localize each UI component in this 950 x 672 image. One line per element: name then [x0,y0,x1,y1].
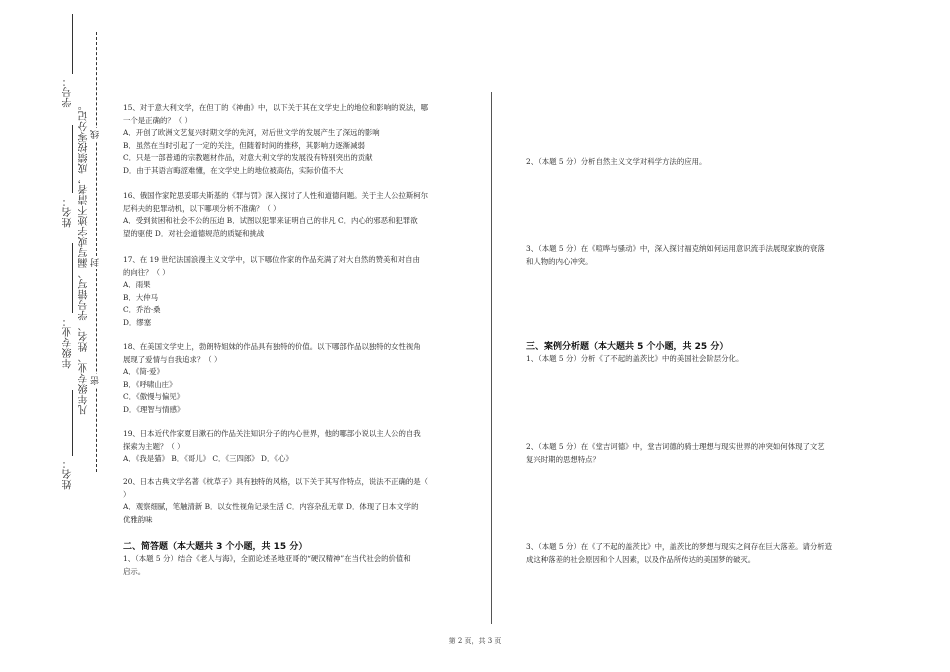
student-id-line [72,14,73,74]
name-line [72,125,73,193]
school-name-label: 姓名： [63,458,74,490]
question-20 [123,476,463,526]
short-answer-3 [526,243,886,268]
question-stem-line: 16、俄国作家陀思妥耶夫斯基的《罪与罚》深入探讨了人性和道德问题。关于主人公拉斯柯尔 [123,191,429,200]
case-question-1 [526,353,886,366]
seal-char-mi: 密 [91,376,101,385]
question-16 [123,190,463,240]
option-b: B．大仲马 [123,292,158,302]
question-17 [123,254,463,329]
question-stem-line: 启示。 [123,566,146,576]
question-stem-line: 19、日本近代作家夏目漱石的作品关注知识分子的内心世界，他的哪部小说以主人公的自我 [123,429,421,438]
question-stem-line: ） [123,489,131,499]
question-stem-line: 2、（本题 5 分）分析自然主义文学对科学方法的应用。 [526,157,707,166]
name-label: 姓名： [63,196,74,228]
option-d: D．《理智与情感》 [123,404,185,414]
question-stem-line: 复兴时期的思想特点？ [526,454,600,464]
option-line: A．《我是猫》 B．《哥儿》 C．《三四郎》 D．《心》 [123,454,293,463]
question-stem-line: 和人物的内心冲突。 [526,256,593,266]
warning-text: 凡年级专业、姓名、学号错写、漏写或字迹不清者，成绩按零分记。 [79,100,90,415]
question-stem-line: 1、（本题 5 分）结合《老人与海》，全面论述圣地亚哥的“硬汉精神”在当代社会的价值和 [123,554,411,563]
question-stem-line: 探索为主题？（ ） [123,441,185,451]
option-b: B．虽然在当时引起了一定的关注，但随着时间的推移，其影响力逐渐减弱 [123,140,365,150]
question-stem-line: 18、在美国文学史上，勃朗特姐妹的作品具有独特的价值。以下哪部作品以独特的女性视角 [123,342,421,351]
section-case-analysis-title: 三、案例分析题（本大题共 5 个小题，共 25 分） [526,342,729,352]
question-stem-line: 展现了爱情与自我追求？（ ） [123,354,222,364]
seal-char-xian: 线 [91,130,101,139]
question-stem-line: 17、在 19 世纪法国浪漫主义文学中，以下哪位作家的作品充满了对大自然的赞美和对自由 [123,255,420,264]
grade-major-line [72,243,73,313]
question-18 [123,341,463,416]
option-a: A．雨果 [123,280,151,289]
option-c: C．《傲慢与偏见》 [123,392,185,401]
option-d: D．由于其语言晦涩难懂，在文学史上的地位被高估，实际价值不大 [123,165,344,175]
question-stem-line: 20、日本古典文学名著《枕草子》具有独特的风格，以下关于其写作特点，说法不正确的是（ [123,477,429,486]
question-stem-line: 成这种落差的社会原因和个人因素，以及作品所传达的美国梦的破灭。 [526,554,756,564]
case-question-3 [526,541,886,566]
short-answer-1 [123,553,463,578]
option-line: A．观察细腻，笔触清新 B．以女性视角记录生活 C．内容杂乱无章 D．体现了日本文学的 [123,502,419,511]
grade-major-label: 年级专业： [63,316,74,369]
option-a: A．开创了欧洲文艺复兴时期文学的先河，对后世文学的发展产生了深远的影响 [123,128,380,137]
option-line: 优雅韵味 [123,514,153,524]
section-short-answer-title: 二、简答题（本大题共 3 个小题，共 15 分） [123,542,308,552]
option-d: D．缪塞 [123,317,152,327]
option-c: C．只是一部普通的宗教题材作品，对意大利文学的发展没有特别突出的贡献 [123,153,373,162]
question-stem-line: 15、对于意大利文学，在但丁的《神曲》中，以下关于其在文学史上的地位和影响的说法，哪 [123,103,429,112]
option-c: C．乔治·桑 [123,305,161,314]
option-line: 望的驱使 D．对社会道德规范的质疑和挑战 [123,228,265,238]
column-divider [491,92,492,624]
case-question-2 [526,441,886,466]
question-stem-line: 2、（本题 5 分）在《堂吉诃德》中，堂吉诃德的骑士理想与现实世界的冲突如何体现了文艺 [526,442,825,451]
option-a: A．《简·爱》 [123,367,164,376]
short-answer-2 [526,156,866,169]
question-19 [123,428,463,466]
seal-char-feng: 封 [91,258,101,267]
question-stem-line: 一个是正确的？（ ） [123,115,192,125]
option-line: A．受到贫困和社会不公的压迫 B．试图以犯罪来证明自己的非凡 C．内心的邪恶和犯罪欲 [123,216,418,225]
seal-dashed-line [96,32,97,472]
question-stem-line: 的向往？（ ） [123,267,170,277]
question-stem-line: 尼科夫的犯罪动机，以下哪项分析不准确？（ ） [123,203,281,213]
question-stem-line: 1、（本题 5 分）分析《了不起的盖茨比》中的美国社会阶层分化。 [526,354,744,363]
student-id-label: 学号： [63,76,74,108]
question-stem-line: 3、（本题 5 分）在《了不起的盖茨比》中，盖茨比的梦想与现实之间存在巨大落差。请分析造 [526,542,833,551]
school-name-line [72,390,73,456]
page-number: 第 2 页，共 3 页 [448,637,502,645]
question-15 [123,102,463,177]
question-stem-line: 3、（本题 5 分）在《喧哗与骚动》中，深入探讨福克纳如何运用意识流手法展现家族的衰落 [526,244,825,253]
option-b: B．《呼啸山庄》 [123,379,177,389]
